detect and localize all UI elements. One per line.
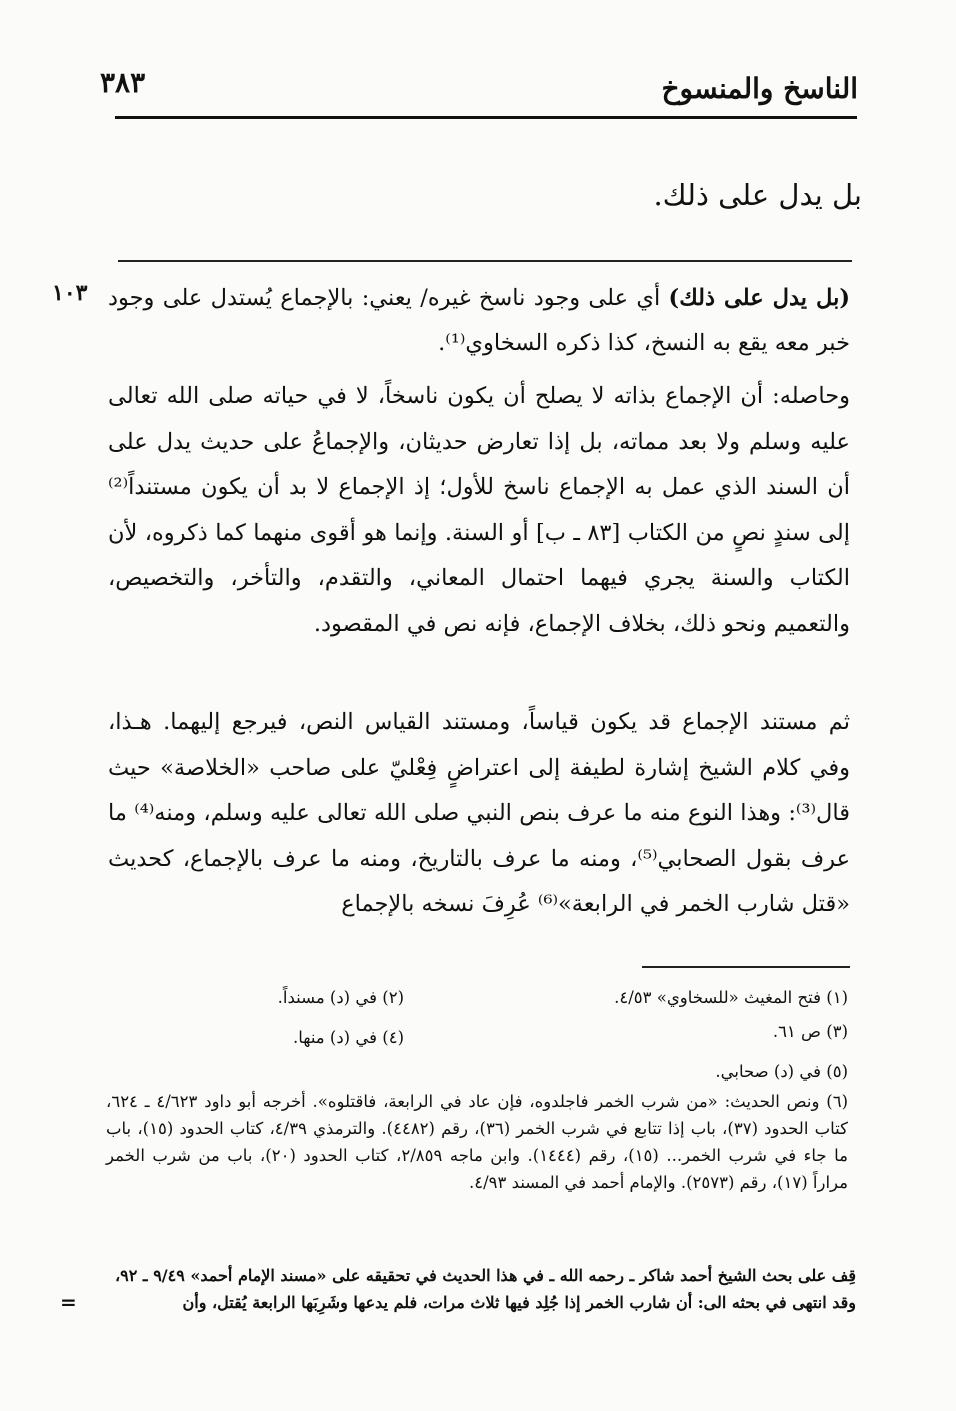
running-title: الناسخ والمنسوخ xyxy=(661,72,858,105)
footnote-6: (٦) ونص الحديث: «من شرب الخمر فاجلدوه، فإن عاد في الرابعة، فاقتلوه». أخرجه أبو داود ٤/٦٢٣ ـ ٦٢٤، كتاب الحدود (٣٧)، باب إذا تتابع في شرب الخمر (٣٦)، رقم (٤٤٨٢). والترمذي ٤/٣٩، كتاب الحدود (١٥)، باب ما جاء في شرب الخمر... (١٥)، رقم (١٤٤٤). وابن ماجه ٢/٨٥٩، كتاب الحدود (٢٠)، باب من شرب الخمر مراراً (١٧)، رقم (٢٥٧٣). والإمام أحمد في المسند ٤/٩٣. xyxy=(106,1092,849,1192)
footnote-2: (٢) في (د) مسنداً. xyxy=(277,988,404,1007)
main-text-line: بل يدل على ذلك. xyxy=(653,178,862,212)
page-number: ٣٨٣ xyxy=(100,66,146,99)
header-rule xyxy=(115,116,857,119)
commentary-separator xyxy=(118,260,852,262)
footnote-separator xyxy=(642,966,850,968)
footnote-note: قِف على بحث الشيخ أحمد شاكر ـ رحمه الله ـ في هذا الحديث في تحقيقه على «مسند الإمام أحمد» ٩/٤٩ ـ ٩٢، وقد انتهى في بحثه الى: أن شارب الخمر إذا جُلِد فيها ثلاث مرات، فلم يدعها وشَرِبَها الرابعة يُقتل، وأن xyxy=(115,1266,856,1312)
marginal-number: ١٠٣ xyxy=(52,280,88,306)
continuation-mark: = xyxy=(60,1290,77,1314)
commentary-lemma: (بل يدل على ذلك) xyxy=(668,285,850,311)
footnote-4: (٤) في (د) منها. xyxy=(292,1028,404,1047)
footnote-5: (٥) في (د) صحابي. xyxy=(715,1062,848,1081)
commentary-paragraph-1 xyxy=(108,276,850,366)
footnote-3: (٣) ص ٦١. xyxy=(772,1022,848,1041)
commentary-text: أي على وجود ناسخ غيره/ يعني: بالإجماع يُستدل على وجود خبر معه يقع به النسخ، كذا ذكره السخاوي⁽¹⁾. xyxy=(108,285,850,356)
footnote-1: (١) فتح المغيث «للسخاوي» ٤/٥٣. xyxy=(614,988,848,1007)
commentary-paragraph-2: وحاصله: أن الإجماع بذاته لا يصلح أن يكون ناسخاً، لا في حياته صلى الله تعالى عليه وسلم ولا بعد مماته، بل إذا تعارض حديثان، والإجماعُ على حديث يدل على أن السند الذي عمل به الإجماع ناسخ للأول؛ إذ الإجماع لا بد أن يكون مستنداً⁽²⁾ إلى سندٍ نصٍ من الكتاب [٨٣ ـ ب] أو السنة. وإنما هو أقوى منهما كما ذكروه، لأن الكتاب والسنة يجري فيهما احتمال المعاني، والتقدم، والتأخر، والتخصيص، والتعميم ونحو ذلك، بخلاف الإجماع، فإنه نص في المقصود. xyxy=(108,383,850,637)
commentary-paragraph-3: ثم مستند الإجماع قد يكون قياساً، ومستند القياس النص، فيرجع إليهما. هـذا، وفي كلام الشيخ إشارة لطيفة إلى اعتراضٍ فِعْليّ على صاحب «الخلاصة» حيث قال⁽³⁾: وهذا النوع منه ما عرف بنص النبي صلى الله تعالى عليه وسلم، ومنه⁽⁴⁾ ما عرف بقول الصحابي⁽⁵⁾، ومنه ما عرف بالتاريخ، ومنه ما عرف بالإجماع، كحديث «قتل شارب الخمر في الرابعة»⁽⁶⁾ عُرِفَ نسخه بالإجماع xyxy=(108,709,850,917)
